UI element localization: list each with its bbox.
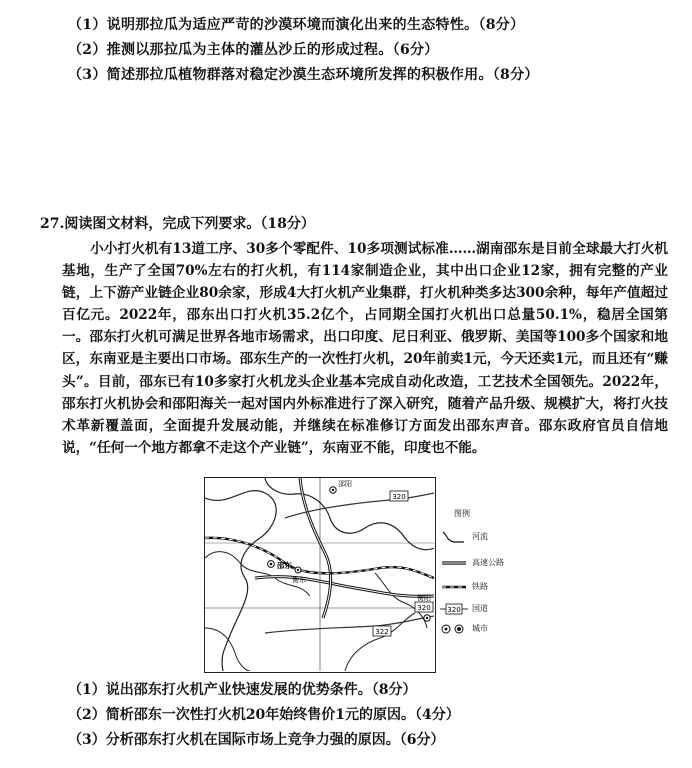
legend-river (440, 530, 530, 544)
question-27-material (62, 238, 668, 459)
map-drawing (205, 478, 434, 671)
question-3: （3）简述那拉瓜植物群落对稳定沙漠生态环境所发挥的积极作用。（8分） (68, 67, 539, 83)
legend-railway-label: 铁路 (472, 582, 488, 591)
sub-question-2: （2）简析邵东一次性打火机20年始终售价1元的原因。（4分） (68, 707, 460, 723)
legend-city-label: 城市 (472, 624, 488, 633)
legend-highway (440, 556, 530, 570)
legend-national-road (440, 602, 530, 616)
city-label-shaodong: 邵东 (277, 561, 292, 570)
legend-highway-label: 高速公路 (472, 558, 504, 567)
railway-symbol-icon (440, 580, 468, 594)
sub-question-1: （1）说出邵东打火机产业快速发展的优势条件。（8分） (68, 682, 417, 698)
question-1: （1）说明那拉瓜为适应严苛的沙漠环境而演化出来的生态特性。（8分） (68, 17, 525, 33)
city-label-hengdong: 衡东 (292, 576, 306, 584)
sub-question-3: （3）分析邵东打火机在国际市场上竞争力强的原因。（6分） (68, 732, 445, 748)
material-text: 小小打火机有13道工序、30多个零配件、10多项测试标准……湖南邵东是目前全球最大打火机基地，生产了全国70%左右的打火机，有114家制造企业，其中出口企业12家，拥有完整的产业链，上下游产业链企业80余家，形成4大打火机产业集群，打火机种类多达300余种，每年产值超过百亿元。2022年，邵东出口打火机35.2亿个，占同期全国打火机出口总量50.1%，稳居全国第一。邵东打火机可满足世界各地市场需求，出口印度、尼日利亚、俄罗斯、美国等100多个国家和地区，东南亚是主要出口市场。邵东生产的一次性打火机，20年前卖1元，今天还卖1元，而且还有“赚头”。目前，邵东已有10多家打火机龙头企业基本完成自动化改造，工艺技术全国领先。2022年，邵东打火机协会和邵阳海关一起对国内外标准进行了深入研究，随着产品升级、规模扩大，将打火技术革新覆盖面，全面提升发展动能，并继续在标准修订方面发出邵东声音。邵东政府官员自信地说，“任何一个地方都拿不走这个产业链”，东南亚不能，印度也不能。 (62, 241, 668, 456)
highway-symbol-icon (440, 556, 468, 570)
national-road-symbol-icon (440, 602, 468, 616)
legend-national-road-label: 国道 (472, 604, 488, 613)
road-label-322: 322 (375, 628, 389, 636)
river-symbol-icon (440, 530, 468, 544)
city-label-shaoyang: 邵阳 (338, 480, 352, 488)
question-27-heading: 27.阅读图文材料，完成下列要求。（18分） (40, 216, 315, 232)
legend-river-label: 河流 (472, 532, 488, 541)
question-2: （2）推测以那拉瓜为主体的灌丛沙丘的形成过程。（6分） (68, 42, 439, 58)
legend-railway (440, 580, 530, 594)
city-label-hengyang: 衡阳 (417, 594, 431, 602)
city-symbol-icon (440, 622, 468, 636)
legend-title: 图例 (454, 509, 470, 518)
map-figure (204, 477, 436, 673)
road-label-320-right: 320 (417, 604, 431, 612)
legend-city (440, 622, 530, 636)
legend-road-number: 320 (447, 606, 461, 614)
road-label-320-top: 320 (392, 493, 406, 501)
